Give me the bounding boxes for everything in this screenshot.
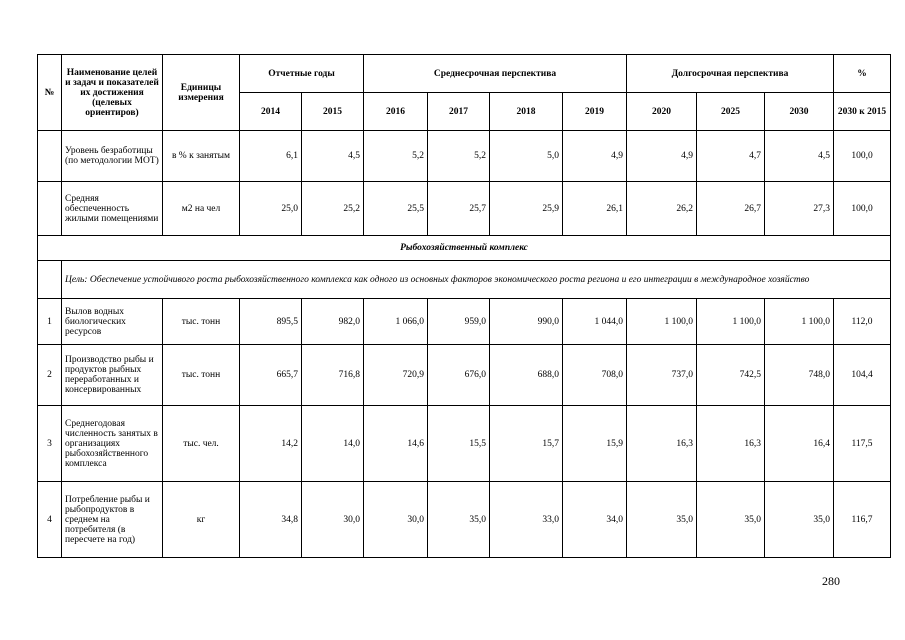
goal-text: Цель: Обеспечение устойчивого роста рыбохозяйственного комплекса как одного из основных факторов экономического роста региона и его интеграции в международное хозяйство xyxy=(62,261,891,299)
header-reported-years: Отчетные годы xyxy=(240,55,364,93)
value-cell: 34,0 xyxy=(563,482,627,558)
value-cell: 4,9 xyxy=(563,131,627,182)
row-number xyxy=(38,182,62,236)
value-cell: 15,9 xyxy=(563,406,627,482)
value-cell: 34,8 xyxy=(240,482,302,558)
header-medium-term: Среднесрочная перспектива xyxy=(364,55,627,93)
value-cell: 676,0 xyxy=(428,345,490,406)
indicator-name: Потребление рыбы и рыбопродуктов в среднем на потребителя (в пересчете на год) xyxy=(62,482,163,558)
value-cell: 708,0 xyxy=(563,345,627,406)
value-cell: 27,3 xyxy=(765,182,834,236)
value-cell: 990,0 xyxy=(490,299,563,345)
header-percent-sub: 2030 к 2015 xyxy=(834,93,891,131)
value-cell: 25,0 xyxy=(240,182,302,236)
header-year: 2017 xyxy=(428,93,490,131)
value-cell: 16,3 xyxy=(697,406,765,482)
value-cell: 35,0 xyxy=(627,482,697,558)
value-cell: 1 100,0 xyxy=(697,299,765,345)
value-cell: 35,0 xyxy=(765,482,834,558)
value-cell: 16,4 xyxy=(765,406,834,482)
value-cell: 26,1 xyxy=(563,182,627,236)
value-cell: 688,0 xyxy=(490,345,563,406)
indicator-name: Уровень безработицы (по методологии МОТ) xyxy=(62,131,163,182)
row-number: 3 xyxy=(38,406,62,482)
value-cell: 5,0 xyxy=(490,131,563,182)
value-cell: 720,9 xyxy=(364,345,428,406)
header-percent: % xyxy=(834,55,891,93)
value-cell: 1 066,0 xyxy=(364,299,428,345)
value-cell: 982,0 xyxy=(302,299,364,345)
value-cell: 15,7 xyxy=(490,406,563,482)
unit-cell: м2 на чел xyxy=(163,182,240,236)
indicator-name: Производство рыбы и продуктов рыбных переработанных и консервированных xyxy=(62,345,163,406)
page-number: 280 xyxy=(822,574,840,588)
value-cell: 15,5 xyxy=(428,406,490,482)
header-unit: Единицы измерения xyxy=(163,55,240,131)
value-cell: 25,7 xyxy=(428,182,490,236)
section-title: Рыбохозяйственный комплекс xyxy=(38,236,891,261)
value-cell: 14,0 xyxy=(302,406,364,482)
value-cell: 30,0 xyxy=(302,482,364,558)
value-cell: 33,0 xyxy=(490,482,563,558)
header-year: 2025 xyxy=(697,93,765,131)
value-cell: 895,5 xyxy=(240,299,302,345)
value-cell: 26,7 xyxy=(697,182,765,236)
value-cell: 748,0 xyxy=(765,345,834,406)
unit-cell: в % к занятым xyxy=(163,131,240,182)
value-cell: 737,0 xyxy=(627,345,697,406)
value-cell: 4,9 xyxy=(627,131,697,182)
table-row xyxy=(38,299,891,345)
row-number: 2 xyxy=(38,345,62,406)
value-cell: 5,2 xyxy=(428,131,490,182)
value-cell: 5,2 xyxy=(364,131,428,182)
percent-cell: 100,0 xyxy=(834,131,891,182)
header-year: 2030 xyxy=(765,93,834,131)
value-cell: 1 100,0 xyxy=(627,299,697,345)
percent-cell: 100,0 xyxy=(834,182,891,236)
unit-cell: тыс. тонн xyxy=(163,299,240,345)
value-cell: 742,5 xyxy=(697,345,765,406)
row-number: 1 xyxy=(38,299,62,345)
header-year: 2015 xyxy=(302,93,364,131)
unit-cell: кг xyxy=(163,482,240,558)
value-cell: 4,5 xyxy=(765,131,834,182)
header-year: 2018 xyxy=(490,93,563,131)
unit-cell: тыс. чел. xyxy=(163,406,240,482)
table-row xyxy=(38,482,891,558)
value-cell: 4,5 xyxy=(302,131,364,182)
value-cell: 4,7 xyxy=(697,131,765,182)
indicator-name: Вылов водных биологических ресурсов xyxy=(62,299,163,345)
value-cell: 25,2 xyxy=(302,182,364,236)
indicator-name: Средняя обеспеченность жилыми помещениями xyxy=(62,182,163,236)
value-cell: 665,7 xyxy=(240,345,302,406)
goal-empty-cell xyxy=(38,261,62,299)
value-cell: 6,1 xyxy=(240,131,302,182)
value-cell: 959,0 xyxy=(428,299,490,345)
table-row xyxy=(38,406,891,482)
goal-row xyxy=(38,261,891,299)
section-row xyxy=(38,236,891,261)
percent-cell: 104,4 xyxy=(834,345,891,406)
value-cell: 14,2 xyxy=(240,406,302,482)
header-year: 2016 xyxy=(364,93,428,131)
value-cell: 716,8 xyxy=(302,345,364,406)
table-row xyxy=(38,345,891,406)
row-number: 4 xyxy=(38,482,62,558)
value-cell: 25,5 xyxy=(364,182,428,236)
percent-cell: 112,0 xyxy=(834,299,891,345)
value-cell: 35,0 xyxy=(428,482,490,558)
indicators-table xyxy=(37,54,891,558)
table-row xyxy=(38,131,891,182)
header-long-term: Долгосрочная перспектива xyxy=(627,55,834,93)
value-cell: 1 044,0 xyxy=(563,299,627,345)
value-cell: 35,0 xyxy=(697,482,765,558)
row-number xyxy=(38,131,62,182)
header-num: № xyxy=(38,55,62,131)
value-cell: 14,6 xyxy=(364,406,428,482)
value-cell: 1 100,0 xyxy=(765,299,834,345)
value-cell: 25,9 xyxy=(490,182,563,236)
value-cell: 26,2 xyxy=(627,182,697,236)
table-row xyxy=(38,182,891,236)
header-year: 2014 xyxy=(240,93,302,131)
percent-cell: 117,5 xyxy=(834,406,891,482)
header-year: 2019 xyxy=(563,93,627,131)
percent-cell: 116,7 xyxy=(834,482,891,558)
value-cell: 30,0 xyxy=(364,482,428,558)
indicator-name: Среднегодовая численность занятых в организациях рыбохозяйственного комплекса xyxy=(62,406,163,482)
header-indicator: Наименование целей и задач и показателей их достижения (целевых ориентиров) xyxy=(62,55,163,131)
header-year: 2020 xyxy=(627,93,697,131)
unit-cell: тыс. тонн xyxy=(163,345,240,406)
value-cell: 16,3 xyxy=(627,406,697,482)
